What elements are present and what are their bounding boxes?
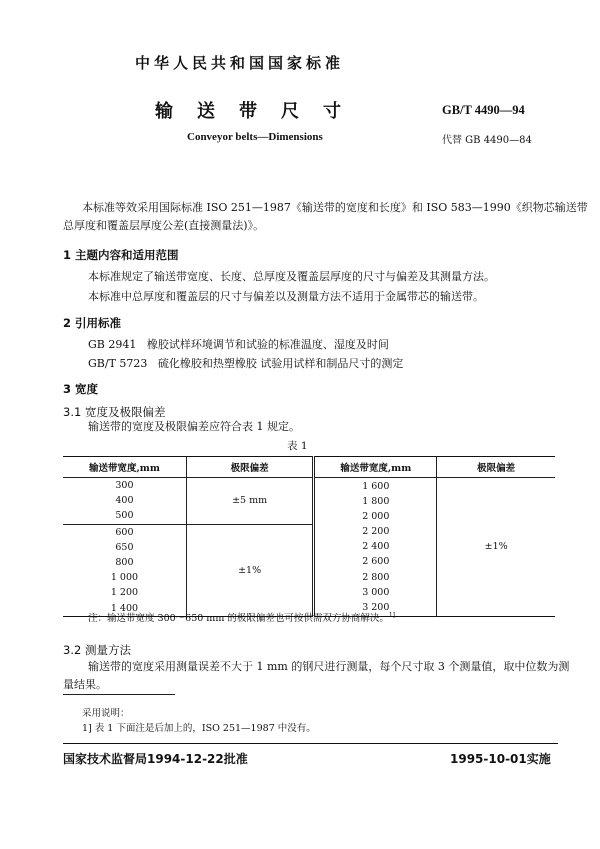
effective-date: 1995-10-01实施 — [450, 752, 551, 766]
reference-title: 橡胶试样环境调节和试验的标准温度、湿度及时间 — [146, 338, 389, 351]
table-caption: 表 1 — [287, 440, 308, 452]
width-value: 1 600 — [362, 480, 390, 492]
country-standard-line: 中华人民共和国国家标准 — [135, 54, 345, 72]
width-cell-group-2 — [63, 524, 186, 616]
width-value: 1 800 — [362, 495, 390, 507]
width-value: 650 — [115, 541, 134, 553]
col-header-width-2: 输送带宽度,mm — [314, 457, 437, 478]
reference-title: 硫化橡胶和热塑橡胶 试验用试样和制品尺寸的测定 — [157, 357, 404, 370]
table-note-text: 注：输送带宽度 300～650 mm 的极限偏差也可按供需双方协商解决。 — [88, 613, 389, 624]
width-tolerance-table — [63, 456, 555, 617]
reference-code: GB 2941 — [88, 338, 137, 351]
section-3-2-line-1: 输送带的宽度采用测量误差不大于 1 mm 的钢尺进行测量，每个尺寸取 3 个测量值，取中位数为测 — [88, 660, 570, 673]
document-title: 输送带尺寸 — [155, 101, 365, 122]
section-3-2-heading: 3.2 测量方法 — [63, 643, 131, 657]
section-2-heading: 2 引用标准 — [63, 316, 122, 330]
approval-date: 国家技术监督局1994-12-22批准 — [63, 752, 248, 766]
width-value: 500 — [115, 510, 134, 522]
section-3-heading: 3 宽度 — [63, 382, 99, 396]
section-3-1-text: 输送带的宽度及极限偏差应符合表 1 规定。 — [88, 420, 300, 433]
footnote-separator — [63, 694, 175, 695]
section-3-1-heading: 3.1 宽度及极限偏差 — [63, 405, 166, 419]
width-cell-right — [314, 478, 437, 617]
footnote-label: 采用说明： — [82, 708, 130, 719]
col-header-width: 输送带宽度,mm — [63, 457, 186, 478]
intro-line-1: 本标准等效采用国际标准 ISO 251—1987《输送带的宽度和长度》和 ISO 583—1990《织物芯输送带 — [82, 201, 588, 214]
section-3-2-line-2: 量结果。 — [63, 678, 107, 691]
width-value: 2 200 — [362, 526, 390, 538]
reference-code: GB/T 5723 — [88, 357, 148, 370]
intro-line-2: 总厚度和覆盖层厚度公差(直接测量法)》。 — [63, 219, 265, 232]
reference-2 — [88, 355, 403, 373]
english-subtitle: Conveyor belts—Dimensions — [187, 131, 323, 143]
reference-1 — [88, 336, 389, 354]
width-value: 2 800 — [362, 571, 390, 583]
standard-number: GB/T 4490—94 — [442, 103, 525, 117]
width-value: 300 — [115, 480, 134, 491]
footer-rule — [63, 743, 558, 744]
width-value: 1 000 — [110, 572, 139, 584]
table-note — [88, 610, 395, 624]
col-header-tolerance: 极限偏差 — [186, 457, 313, 478]
width-cell-group-1 — [63, 478, 186, 525]
col-header-tolerance-2: 极限偏差 — [437, 457, 555, 478]
width-value: 2 600 — [362, 556, 390, 568]
section-1-para-1: 本标准规定了输送带宽度、长度、总厚度及覆盖层厚度的尺寸与偏差及其测量方法。 — [88, 270, 495, 283]
replaces-standard: 代替 GB 4490—84 — [442, 135, 532, 146]
width-value: 1 200 — [110, 587, 139, 599]
width-value: 400 — [115, 495, 134, 507]
tolerance-cell-right: ±1% — [437, 478, 555, 617]
width-value: 2 000 — [362, 510, 390, 522]
width-value: 3 200 — [362, 602, 390, 613]
width-value: 600 — [115, 526, 134, 538]
width-value: 3 000 — [362, 586, 390, 598]
section-1-heading: 1 主题内容和适用范围 — [63, 248, 179, 262]
section-1-para-2: 本标准中总厚度和覆盖层的尺寸与偏差以及测量方法不适用于金属带芯的输送带。 — [88, 290, 484, 303]
footnote-ref: 1] — [388, 611, 396, 619]
tolerance-cell-group-1: ±5 mm — [186, 478, 313, 525]
tolerance-cell-group-2: ±1% — [186, 524, 313, 616]
width-value: 800 — [115, 556, 134, 568]
footnote-1: 1] 表 1 下面注是后加上的，ISO 251—1987 中没有。 — [82, 723, 316, 734]
width-value: 1 400 — [110, 602, 139, 614]
width-value: 2 400 — [362, 541, 390, 553]
